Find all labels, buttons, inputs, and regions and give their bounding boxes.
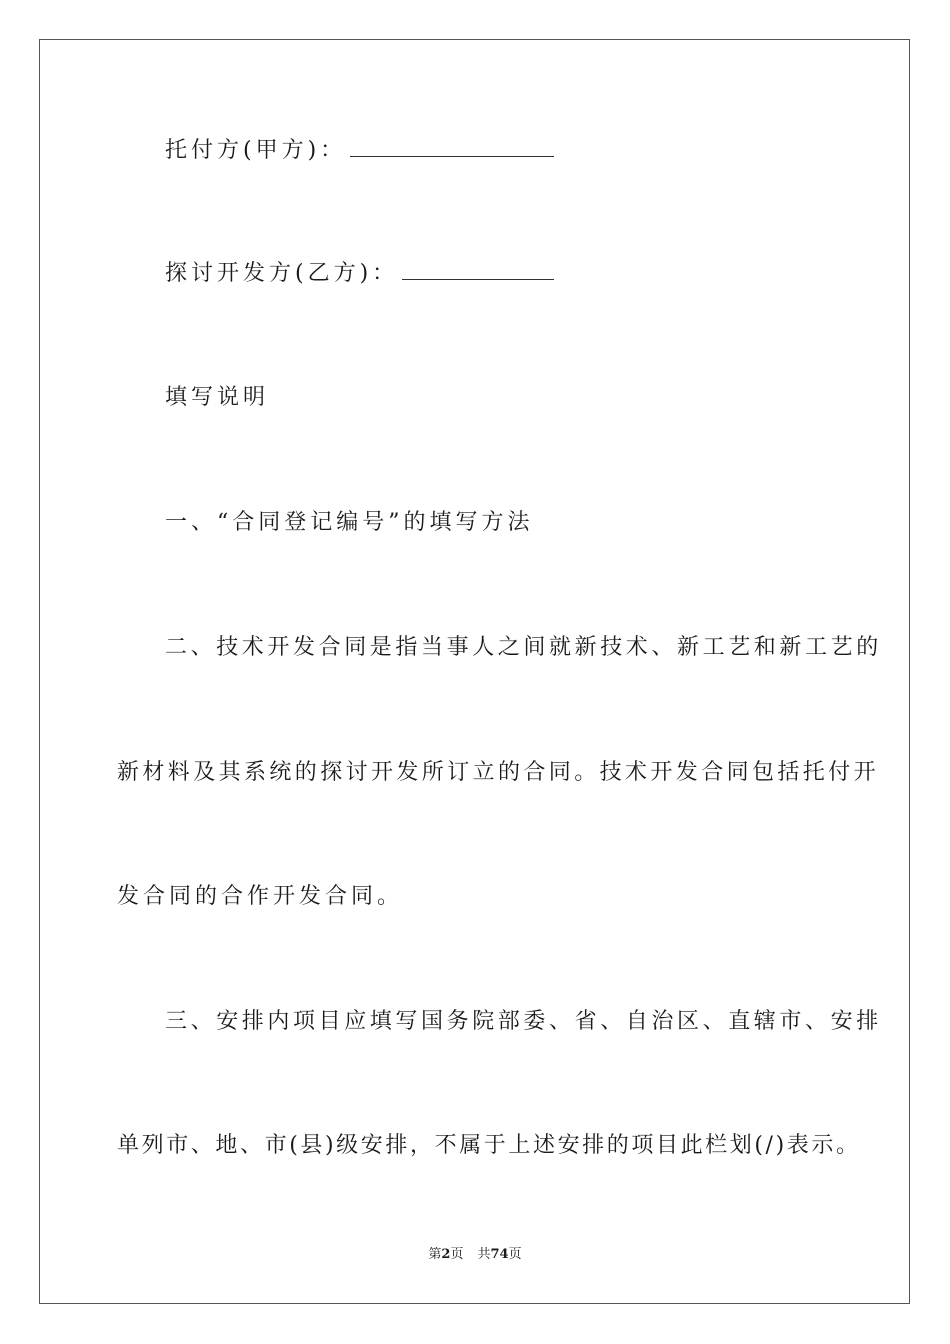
party-b-blank-field[interactable] xyxy=(402,259,554,280)
party-b-label: 探讨开发方(乙方)： xyxy=(165,261,399,286)
page-prefix: 第 xyxy=(428,1247,442,1262)
page-footer xyxy=(0,1246,950,1264)
instructions-heading: 填写说明 xyxy=(165,385,270,410)
total-prefix: 共 xyxy=(477,1247,491,1262)
total-pages: 74 xyxy=(490,1247,509,1262)
instruction-item-1: 一、“合同登记编号”的填写方法 xyxy=(165,510,534,535)
party-a-line xyxy=(165,136,554,166)
instruction-item-2-line-3: 发合同的合作开发合同。 xyxy=(117,884,404,909)
page-number: 2 xyxy=(441,1247,451,1262)
instruction-item-3-line-2: 单列市、地、市(县)级安排，不属于上述安排的项目此栏划(/)表示。 xyxy=(117,1133,861,1158)
party-a-blank-field[interactable] xyxy=(350,136,554,157)
instruction-item-2-line-2: 新材料及其系统的探讨开发所订立的合同。技术开发合同包括托付开 xyxy=(117,760,880,785)
instruction-item-3-line-1: 三、安排内项目应填写国务院部委、省、自治区、直辖市、安排 xyxy=(165,1009,882,1034)
party-b-line xyxy=(165,259,554,289)
page-suffix: 页 xyxy=(450,1247,464,1262)
page-frame xyxy=(39,39,910,1304)
party-a-label: 托付方(甲方)： xyxy=(165,138,347,163)
instruction-item-2-line-1: 二、技术开发合同是指当事人之间就新技术、新工艺和新工艺的 xyxy=(165,635,882,660)
total-suffix: 页 xyxy=(508,1247,522,1262)
